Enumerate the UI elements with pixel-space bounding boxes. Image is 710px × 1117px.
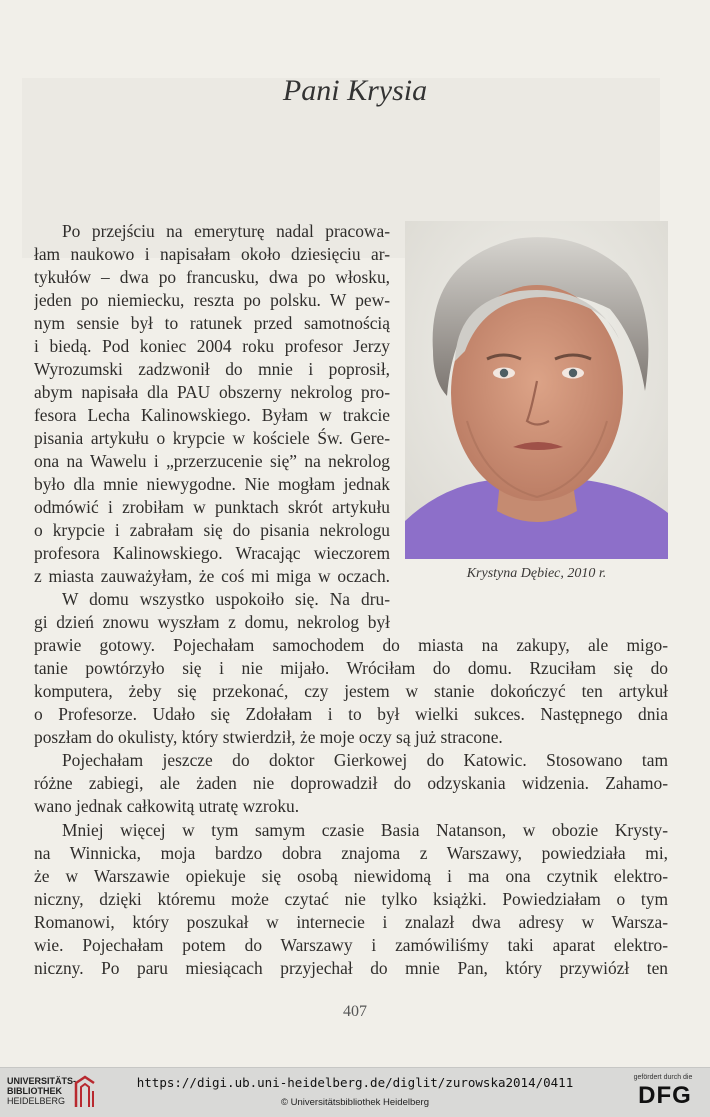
text-line: różne zabiegi, ale żaden nie doprowadził do odzyskania widzenia. Zahamo-: [34, 773, 668, 793]
text-line: że w Warszawie opiekuje się osobą niewidomą i ma ona czytnik elektro-: [34, 866, 668, 886]
viewer-footer: [0, 1067, 710, 1117]
text-line: tanie powtórzyło się i nie mijało. Wróciłam do domu. Rzuciłam się do: [34, 658, 668, 678]
text-line: ona na Wawelu i „przerzucenie się” na nekrolog: [34, 451, 390, 471]
text-line: Pojechałam jeszcze do doktor Gierkowej do Katowic. Stosowano tam: [62, 750, 668, 770]
library-name-line: HEIDELBERG: [7, 1096, 66, 1106]
library-name-line: BIBLIOTHEK: [7, 1086, 62, 1096]
text-line: na Winnicka, moja bardzo dobra znajoma z Warszawy, powiedziała mi,: [34, 843, 668, 863]
text-line: niczny, dzięki któremu może czytać nie tylko książki. Powiedziałam o tym: [34, 889, 668, 909]
text-line: poszłam do okulisty, który stwierdził, że moje oczy są już stracone.: [34, 727, 503, 747]
dfg-logo[interactable]: DFG: [638, 1082, 692, 1109]
text-line: nym sensie był to ratunek przed samotnością: [34, 313, 390, 333]
portrait-illustration: [405, 221, 668, 559]
text-line: Mniej więcej w tym samym czasie Basia Natanson, w obozie Krysty-: [62, 820, 668, 840]
text-line: jeden po niemiecku, reszta po polsku. W pew-: [34, 290, 390, 310]
text-line: niczny. Po paru miesiącach przyjechał do mnie Pan, który przywiózł ten: [34, 958, 668, 978]
text-line: abym napisała dla PAU obszerny nekrolog pro-: [34, 382, 390, 402]
page-number: 407: [343, 1003, 367, 1020]
permalink-url[interactable]: https://digi.ub.uni-heidelberg.de/diglit/zurowska2014/0411: [136, 1075, 574, 1090]
photo-caption: Krystyna Dębiec, 2010 r.: [466, 566, 607, 581]
text-line: Romanowi, który poszukał w internecie i znalazł dwa adresy w Warsza-: [34, 912, 668, 932]
text-line: gi dzień znowu wyszłam z domu, nekrolog był: [34, 612, 390, 632]
text-line: było dla mnie niewygodne. Nie mogłam jednak: [34, 474, 390, 494]
text-line: prawie gotowy. Pojechałam samochodem do miasta na zakupy, ale migo-: [34, 635, 668, 655]
text-line: fesora Lecha Kalinowskiego. Byłam w trakcie: [34, 405, 390, 425]
text-line: z miasta zauważyłam, że coś mi miga w oczach.: [34, 566, 390, 586]
text-line: Wyrozumski zadzwonił do mnie i poprosił,: [34, 359, 390, 379]
library-name-line: UNIVERSITÄTS-: [7, 1076, 77, 1086]
text-line: i biedą. Pod koniec 2004 roku profesor Jerzy: [34, 336, 390, 356]
chapter-title: Pani Krysia: [282, 74, 428, 107]
text-line: wie. Pojechałam potem do Warszawy i zamówiliśmy taki aparat elektro-: [34, 935, 668, 955]
text-line: odmówić i zrobiłam w punktach skrót artykułu: [34, 497, 390, 517]
text-line: o krypcie i zabrałam się do pisania nekrologu: [34, 520, 390, 540]
text-line: tykułów – dwa po francusku, dwa po włosku,: [34, 267, 390, 287]
text-line: wano jednak całkowitą utratę wzroku.: [34, 796, 300, 816]
text-line: komputera, żeby się przekonać, czy jestem w stanie dokończyć ten artykuł: [34, 681, 668, 701]
funded-by-label: gefördert durch die: [633, 1074, 693, 1081]
text-line: pisania artykułu o krypcie w kościele Św. Gere-: [34, 428, 390, 448]
text-line: łam naukowo i napisałam około dziesięciu ar-: [34, 244, 390, 264]
text-line: o Profesorze. Udało się Zdołałam i to był wielki sukces. Następnego dnia: [34, 704, 668, 724]
text-line: profesora Kalinowskiego. Wracając wieczorem: [34, 543, 390, 563]
text-line: W domu wszystko uspokoiło się. Na dru-: [62, 589, 390, 609]
portrait-photo: [405, 221, 668, 559]
text-line: Po przejściu na emeryturę nadal pracowa-: [62, 221, 390, 241]
copyright-notice: © Universitätsbibliothek Heidelberg: [281, 1097, 429, 1108]
